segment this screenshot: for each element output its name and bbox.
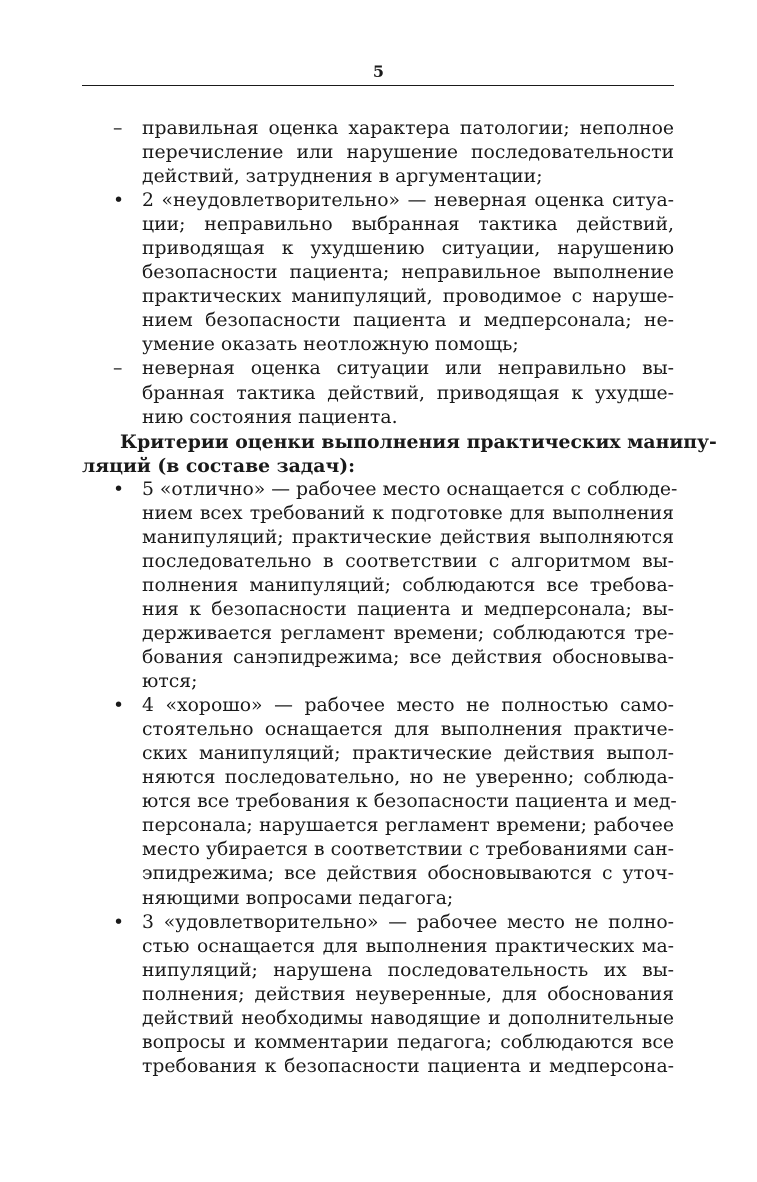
list-item (82, 911, 674, 1079)
list-item (82, 694, 677, 910)
text-line: действий необходимы наводящие и дополнительные (142, 1007, 674, 1029)
list-item (82, 117, 674, 189)
text-line: ются; (142, 671, 198, 693)
list-item (82, 189, 674, 357)
text-line: ских манипуляций; практические действия выпол- (142, 743, 674, 765)
text-line: безопасности пациента; неправильное выполнение (142, 262, 674, 284)
text-line: полнения; действия неуверенные, для обоснования (142, 983, 674, 1005)
text-line: вопросы и комментарии педагога; соблюдаются все (142, 1031, 674, 1053)
text-line: няются последовательно, но не уверенно; соблюда- (142, 767, 674, 789)
bullet-marker: • (113, 695, 125, 717)
text-line: требования к безопасности пациента и медперсона- (142, 1055, 674, 1077)
text-line: 5 «отлично» — рабочее место оснащается с соблюде- (142, 478, 678, 500)
text-line: 2 «неудовлетворительно» — неверная оценка ситуа- (142, 190, 674, 212)
bullet-marker: • (113, 478, 125, 500)
text-line: 4 «хорошо» — рабочее место не полностью само- (142, 695, 674, 717)
text-line: нием безопасности пациента и медперсонала; не- (142, 310, 674, 332)
text-line: ляций (в составе задач): (82, 454, 356, 477)
text-line: бранная тактика действий, приводящая к ухудше- (142, 382, 674, 404)
text-line: бования санэпидрежима; все действия обосновыва- (142, 647, 674, 669)
text-line: практических манипуляций, проводимое с наруше- (142, 286, 674, 308)
text-line: нипуляций; нарушена последовательность их вы- (142, 959, 674, 981)
page-number: 5 (372, 62, 385, 81)
text-line: последовательно в соответствии с алгоритмом вы- (142, 550, 674, 572)
section-heading (82, 430, 717, 478)
text-line: нием всех требований к подготовке для выполнения (142, 502, 674, 524)
text-line: няющими вопросами педагога; (142, 887, 454, 909)
bullet-marker: • (113, 190, 125, 212)
text-line: умение оказать неотложную помощь; (142, 334, 519, 356)
text-line: неверная оценка ситуации или неправильно вы- (142, 358, 674, 380)
text-line: ются все требования к безопасности пациента и мед- (142, 791, 677, 813)
page-body (82, 117, 717, 1079)
list-item (82, 478, 678, 694)
text-line: место убирается в соответствии с требованиями сан- (142, 839, 674, 861)
header-rule (82, 85, 674, 86)
text-line: манипуляций; практические действия выполняются (142, 526, 674, 548)
bullet-marker: • (113, 911, 125, 933)
text-line: действий, затруднения в аргументации; (142, 166, 543, 188)
text-line: ния к безопасности пациента и медперсонала; вы- (142, 598, 674, 620)
text-line: перечисление или нарушение последовательности (142, 142, 674, 164)
text-line: правильная оценка характера патологии; неполное (142, 118, 674, 139)
text-line: приводящая к ухудшению ситуации, нарушению (142, 238, 674, 260)
text-line: полнения манипуляций; соблюдаются все требова- (142, 574, 674, 596)
text-line: стоятельно оснащается для выполнения практиче- (142, 719, 674, 741)
dash-marker: – (113, 118, 123, 139)
text-line: 3 «удовлетворительно» — рабочее место не полно- (142, 911, 674, 933)
text-line: стью оснащается для выполнения практических ма- (142, 935, 674, 957)
text-line: ции; неправильно выбранная тактика действий, (142, 214, 674, 236)
text-line: нию состояния пациента. (142, 406, 398, 428)
text-line: персонала; нарушается регламент времени; рабочее (142, 815, 674, 837)
list-item (82, 357, 674, 429)
text-line: эпидрежима; все действия обосновываются с уточ- (142, 863, 674, 885)
text-line: Критерии оценки выполнения практических манипу- (120, 430, 717, 453)
text-line: держивается регламент времени; соблюдаются тре- (142, 622, 674, 644)
dash-marker: – (113, 358, 123, 380)
